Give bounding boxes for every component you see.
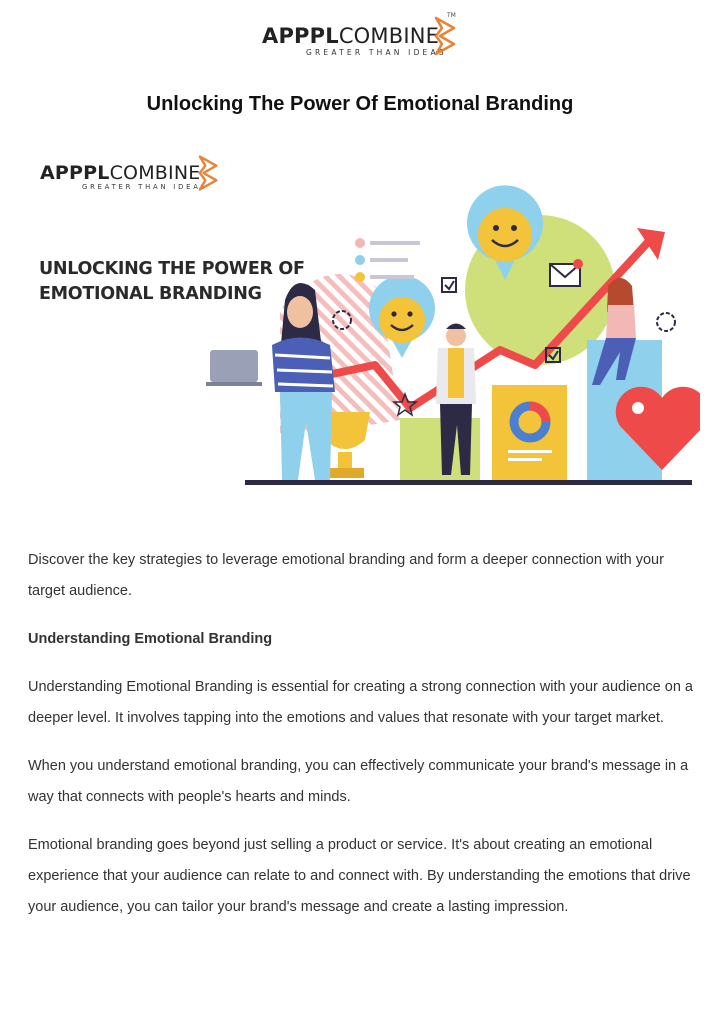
logo-tagline: GREATER THAN IDEAS bbox=[306, 48, 447, 57]
logo-chevron-icon bbox=[434, 16, 458, 56]
logo-wordmark: APPPLCOMBINE bbox=[262, 24, 440, 48]
hero-logo-tagline: GREATER THAN IDEAS bbox=[82, 183, 208, 191]
user-list-icon bbox=[355, 238, 420, 282]
hero-heading bbox=[39, 257, 305, 307]
hero-logo-wordmark: APPPLCOMBINE bbox=[40, 162, 201, 184]
article-subheading: Understanding Emotional Branding bbox=[28, 631, 273, 647]
page-title: Unlocking The Power Of Emotional Branding bbox=[146, 93, 574, 115]
article-paragraph: Emotional branding goes beyond just selling a product or service. It's about creating an emotional experience that your audience can relate to and connect with. By understanding the emotions that drive your audience, you can tailor your brand's message and create a lasting impression. bbox=[28, 837, 691, 915]
hero-heading-line1: UNLOCKING THE POWER OF bbox=[39, 259, 305, 279]
article-intro: Discover the key strategies to leverage emotional branding and form a deeper connection with your target audience. bbox=[28, 552, 664, 599]
article-paragraph: Understanding Emotional Branding is essential for creating a strong connection with your audience on a deeper level. It involves tapping into the emotions and values that resonate with your target market. bbox=[28, 679, 693, 726]
article-paragraph: When you understand emotional branding, you can effectively communicate your brand's message in a way that connects with people's hearts and minds. bbox=[28, 758, 689, 805]
article-body bbox=[28, 545, 693, 940]
header-logo[interactable] bbox=[262, 12, 462, 60]
ground-line bbox=[245, 480, 692, 485]
woman-with-laptop-figure bbox=[206, 283, 335, 480]
envelope-icon bbox=[550, 259, 583, 286]
hero-banner bbox=[30, 140, 700, 500]
gear-icon-2 bbox=[657, 313, 675, 331]
hero-heading-line2: EMOTIONAL BRANDING bbox=[39, 284, 262, 304]
logo-trademark: TM bbox=[447, 12, 456, 19]
report-card-shape bbox=[492, 385, 567, 480]
emotional-branding-illustration bbox=[30, 140, 700, 500]
